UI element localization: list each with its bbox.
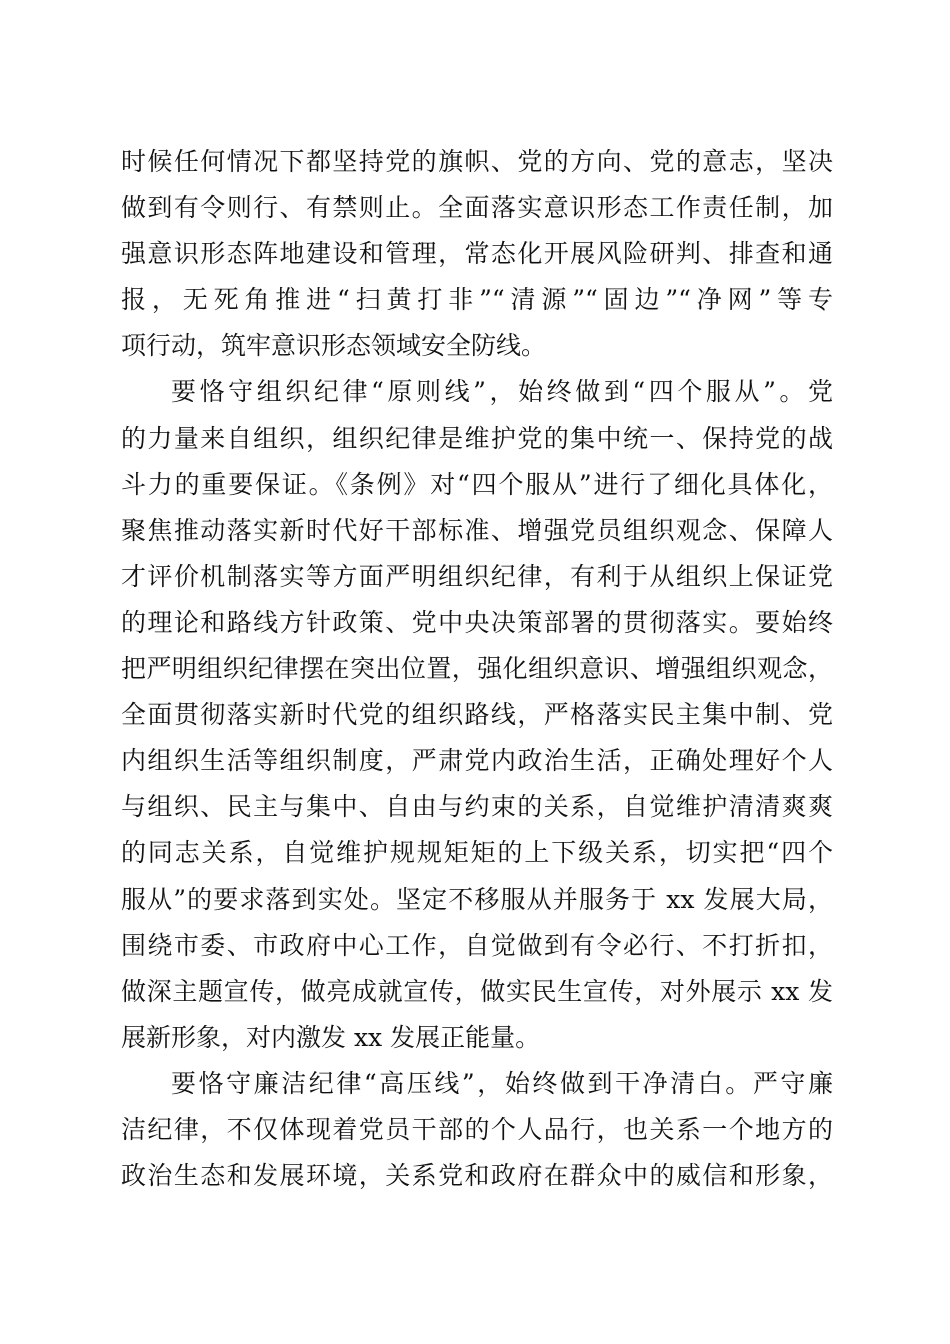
text-line: 政治生态和发展环境，关系党和政府在群众中的威信和形象，	[121, 1161, 833, 1191]
text-line: 报，无死角推进“扫黄打非”“清源”“固边”“净网”等专	[121, 285, 833, 315]
text-line: 要恪守廉洁纪律“高压线”，始终做到干净清白。严守廉	[171, 1068, 833, 1098]
text-line: 强意识形态阵地建设和管理，常态化开展风险研判、排查和通	[121, 239, 833, 269]
text-line: 的力量来自组织，组织纪律是维护党的集中统一、保持党的战	[121, 423, 833, 453]
text-line: 内组织生活等组织制度，严肃党内政治生活，正确处理好个人	[121, 746, 833, 776]
text-line: 洁纪律，不仅体现着党员干部的个人品行，也关系一个地方的	[121, 1114, 833, 1144]
text-line: 的理论和路线方针政策、党中央决策部署的贯彻落实。要始终	[121, 607, 833, 637]
text-line: 与组织、民主与集中、自由与约束的关系，自觉维护清清爽爽	[121, 792, 833, 822]
text-line: 斗力的重要保证。《条例》对“四个服从”进行了细化具体化，	[121, 469, 833, 499]
text-line: 时候任何情况下都坚持党的旗帜、党的方向、党的意志，坚决	[121, 147, 833, 176]
text-line: 展新形象，对内激发 xx 发展正能量。	[121, 1022, 541, 1052]
paragraph	[121, 139, 833, 369]
text-line: 做到有令则行、有禁则止。全面落实意识形态工作责任制，加	[121, 193, 833, 223]
paragraph	[121, 1061, 833, 1199]
text-line: 围绕市委、市政府中心工作，自觉做到有令必行、不打折扣，	[121, 930, 833, 960]
text-line: 才评价机制落实等方面严明组织纪律，有利于从组织上保证党	[121, 561, 833, 591]
text-line: 项行动，筑牢意识形态领域安全防线。	[121, 331, 547, 361]
text-line: 把严明组织纪律摆在突出位置，强化组织意识、增强组织观念，	[121, 654, 833, 684]
text-line: 要恪守组织纪律“原则线”，始终做到“四个服从”。党	[171, 377, 833, 407]
text-line: 全面贯彻落实新时代党的组织路线，严格落实民主集中制、党	[121, 700, 833, 730]
body-text	[121, 139, 833, 1199]
paragraph	[121, 369, 833, 1060]
text-line: 服从”的要求落到实处。坚定不移服从并服务于 xx 发展大局，	[121, 884, 833, 914]
text-line: 聚焦推动落实新时代好干部标准、增强党员组织观念、保障人	[121, 515, 833, 545]
text-line: 的同志关系，自觉维护规规矩矩的上下级关系，切实把“四个	[121, 838, 833, 868]
text-line: 做深主题宣传，做亮成就宣传，做实民生宣传，对外展示 xx 发	[121, 976, 833, 1006]
